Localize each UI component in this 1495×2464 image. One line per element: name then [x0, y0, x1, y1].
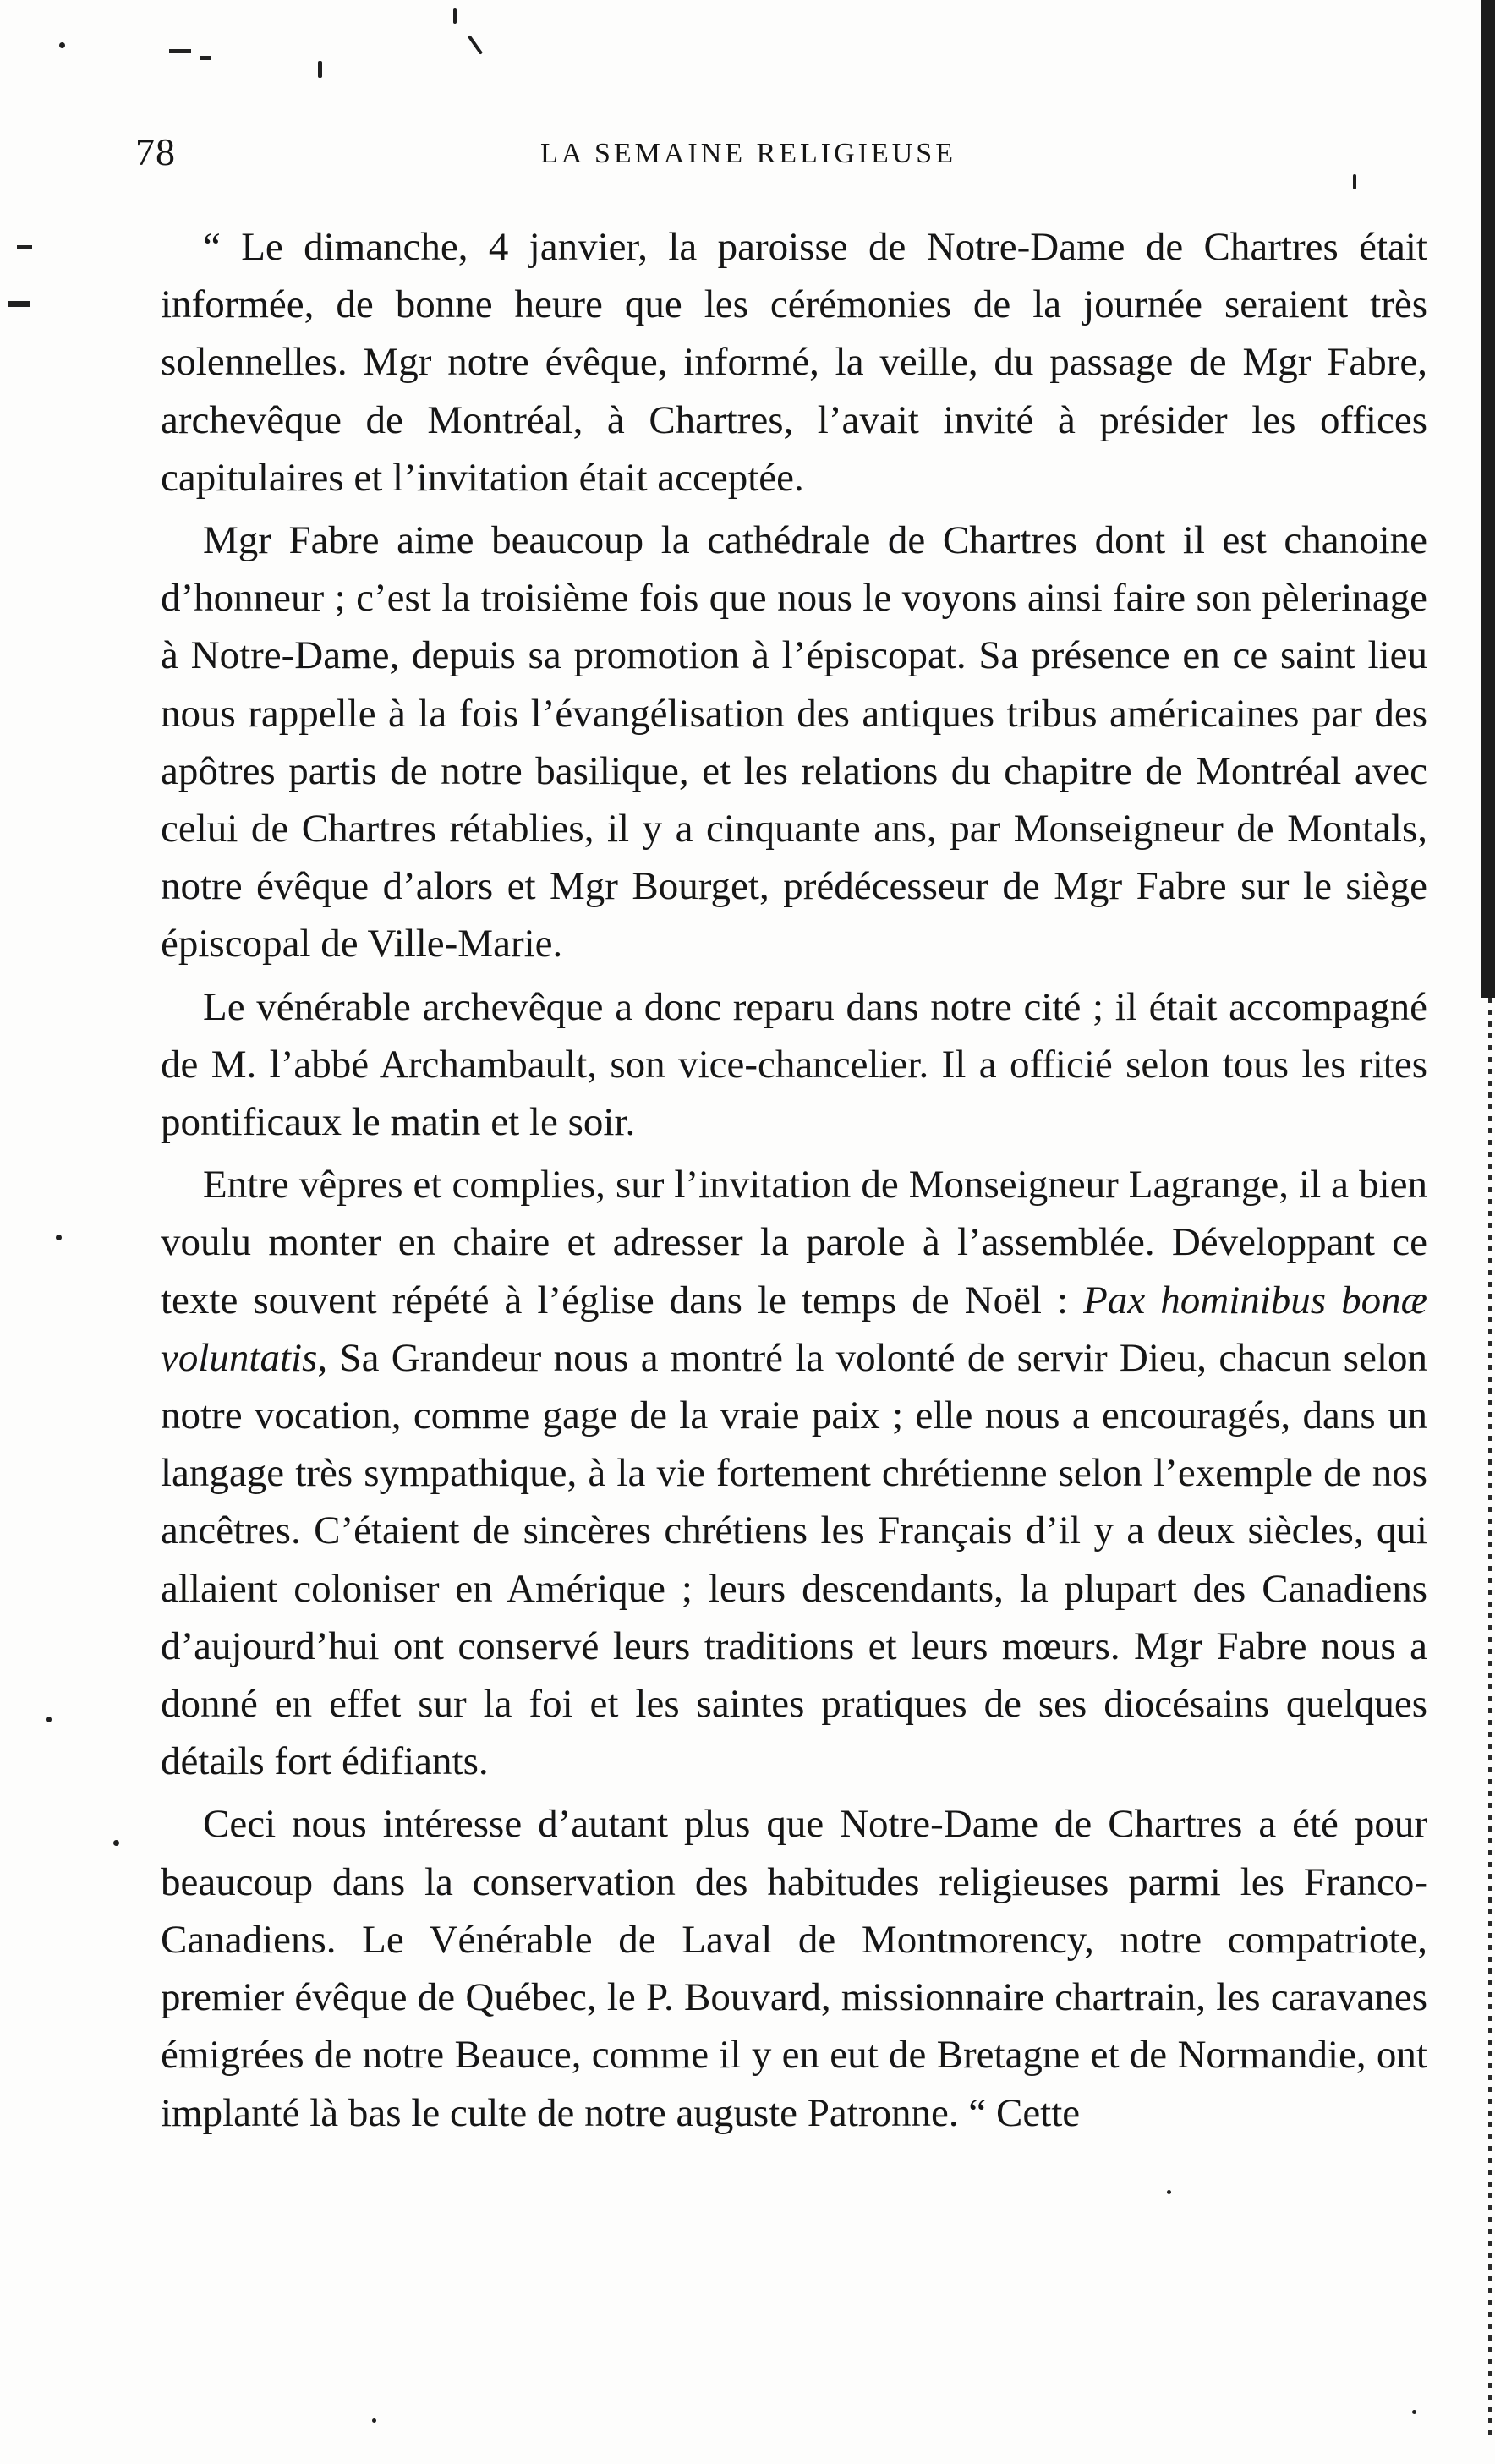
paragraph-4-text-before: Entre vêpres et complies, sur l’invitation de Monseigneur Lagrange, il a bien voulu monter en chaire et adresser la parole à l’assemblée. Développant ce texte souvent répété à l’église dans le temps de Noël :	[161, 1163, 1427, 1322]
binding-edge	[1481, 0, 1495, 998]
scan-speck	[8, 301, 30, 307]
binding-edge-dashes	[1488, 998, 1492, 2435]
paragraph-4-text-after: , Sa Grandeur nous a montré la volonté de servir Dieu, chacun selon notre vocation, comme gage de la vraie paix ; elle nous a encouragés, dans un langage très sympathique, à la vie fortement chrétienne selon l’exemple de nos ancêtres. C’étaient de sincères chrétiens les Français d’il y a deux siècles, qui allaient coloniser en Amérique ; leurs descendants, la plupart des Canadiens d’aujourd’hui ont conservé leurs traditions et leurs mœurs. Mgr Fabre nous a donné en effet sur la foi et les saintes pratiques de ses diocésains quelques détails fort édifiants.	[161, 1335, 1427, 1784]
paragraph-1: “ Le dimanche, 4 janvier, la paroisse de Notre-Dame de Chartres était informée, de bonne heure que les cérémonies de la journée seraient très solennelles. Mgr notre évêque, informé, la veille, du passage de Mgr Fabre, archevêque de Montréal, à Chartres, l’avait invité à présider les offices capitulaires et l’invitation était acceptée.	[161, 225, 1427, 500]
body-text	[161, 218, 1427, 2147]
paragraph-5: Ceci nous intéresse d’autant plus que Notre-Dame de Chartres a été pour beaucoup dans la conservation des habitudes religieuses parmi les Franco-Canadiens. Le Vénérable de Laval de Montmorency, notre compatriote, premier évêque de Québec, le P. Bouvard, missionnaire chartrain, les caravanes émigrées de notre Beauce, comme il y en eut de Bretagne et de Normandie, ont implanté là bas le culte de notre auguste Patronne. “ Cette	[161, 1802, 1427, 2135]
scan-speck	[56, 1235, 62, 1240]
scan-speck	[46, 1717, 52, 1722]
scan-speck	[453, 8, 457, 24]
paragraph-4	[161, 1156, 1427, 1790]
scan-speck	[318, 61, 322, 78]
scan-speck	[200, 56, 211, 60]
page-number: 78	[135, 130, 176, 173]
scan-speck	[169, 49, 191, 53]
scan-speck	[113, 1840, 119, 1846]
scan-speck	[59, 42, 65, 48]
running-head: LA SEMAINE RELIGIEUSE	[540, 138, 956, 169]
scan-speck	[17, 245, 32, 249]
paragraph-3: Le vénérable archevêque a donc reparu dans notre cité ; il était accompagné de M. l’abbé Archambault, son vice-chancelier. Il a officié selon tous les rites pontificaux le matin et le soir.	[161, 984, 1427, 1145]
page-header	[135, 129, 1361, 179]
scan-speck	[1167, 2190, 1171, 2194]
paragraph-2: Mgr Fabre aime beaucoup la cathédrale de Chartres dont il est chanoine d’honneur ; c’est la troisième fois que nous le voyons ainsi faire son pèlerinage à Notre-Dame, depuis sa promotion à l’épiscopat. Sa présence en ce saint lieu nous rappelle à la fois l’évangélisation des antiques tribus américaines par des apôtres partis de notre basilique, et les relations du chapitre de Montréal avec celui de Chartres rétablies, il y a cinquante ans, par Monseigneur de Montals, notre évêque d’alors et Mgr Bourget, prédécesseur de Mgr Fabre sur le siège épiscopal de Ville-Marie.	[161, 518, 1427, 966]
latin-quotation: Pax hominibus bonæ voluntatis	[161, 1278, 1427, 1380]
scan-speck	[372, 2418, 376, 2423]
scan-speck	[1412, 2410, 1416, 2414]
scan-speck	[468, 35, 483, 55]
